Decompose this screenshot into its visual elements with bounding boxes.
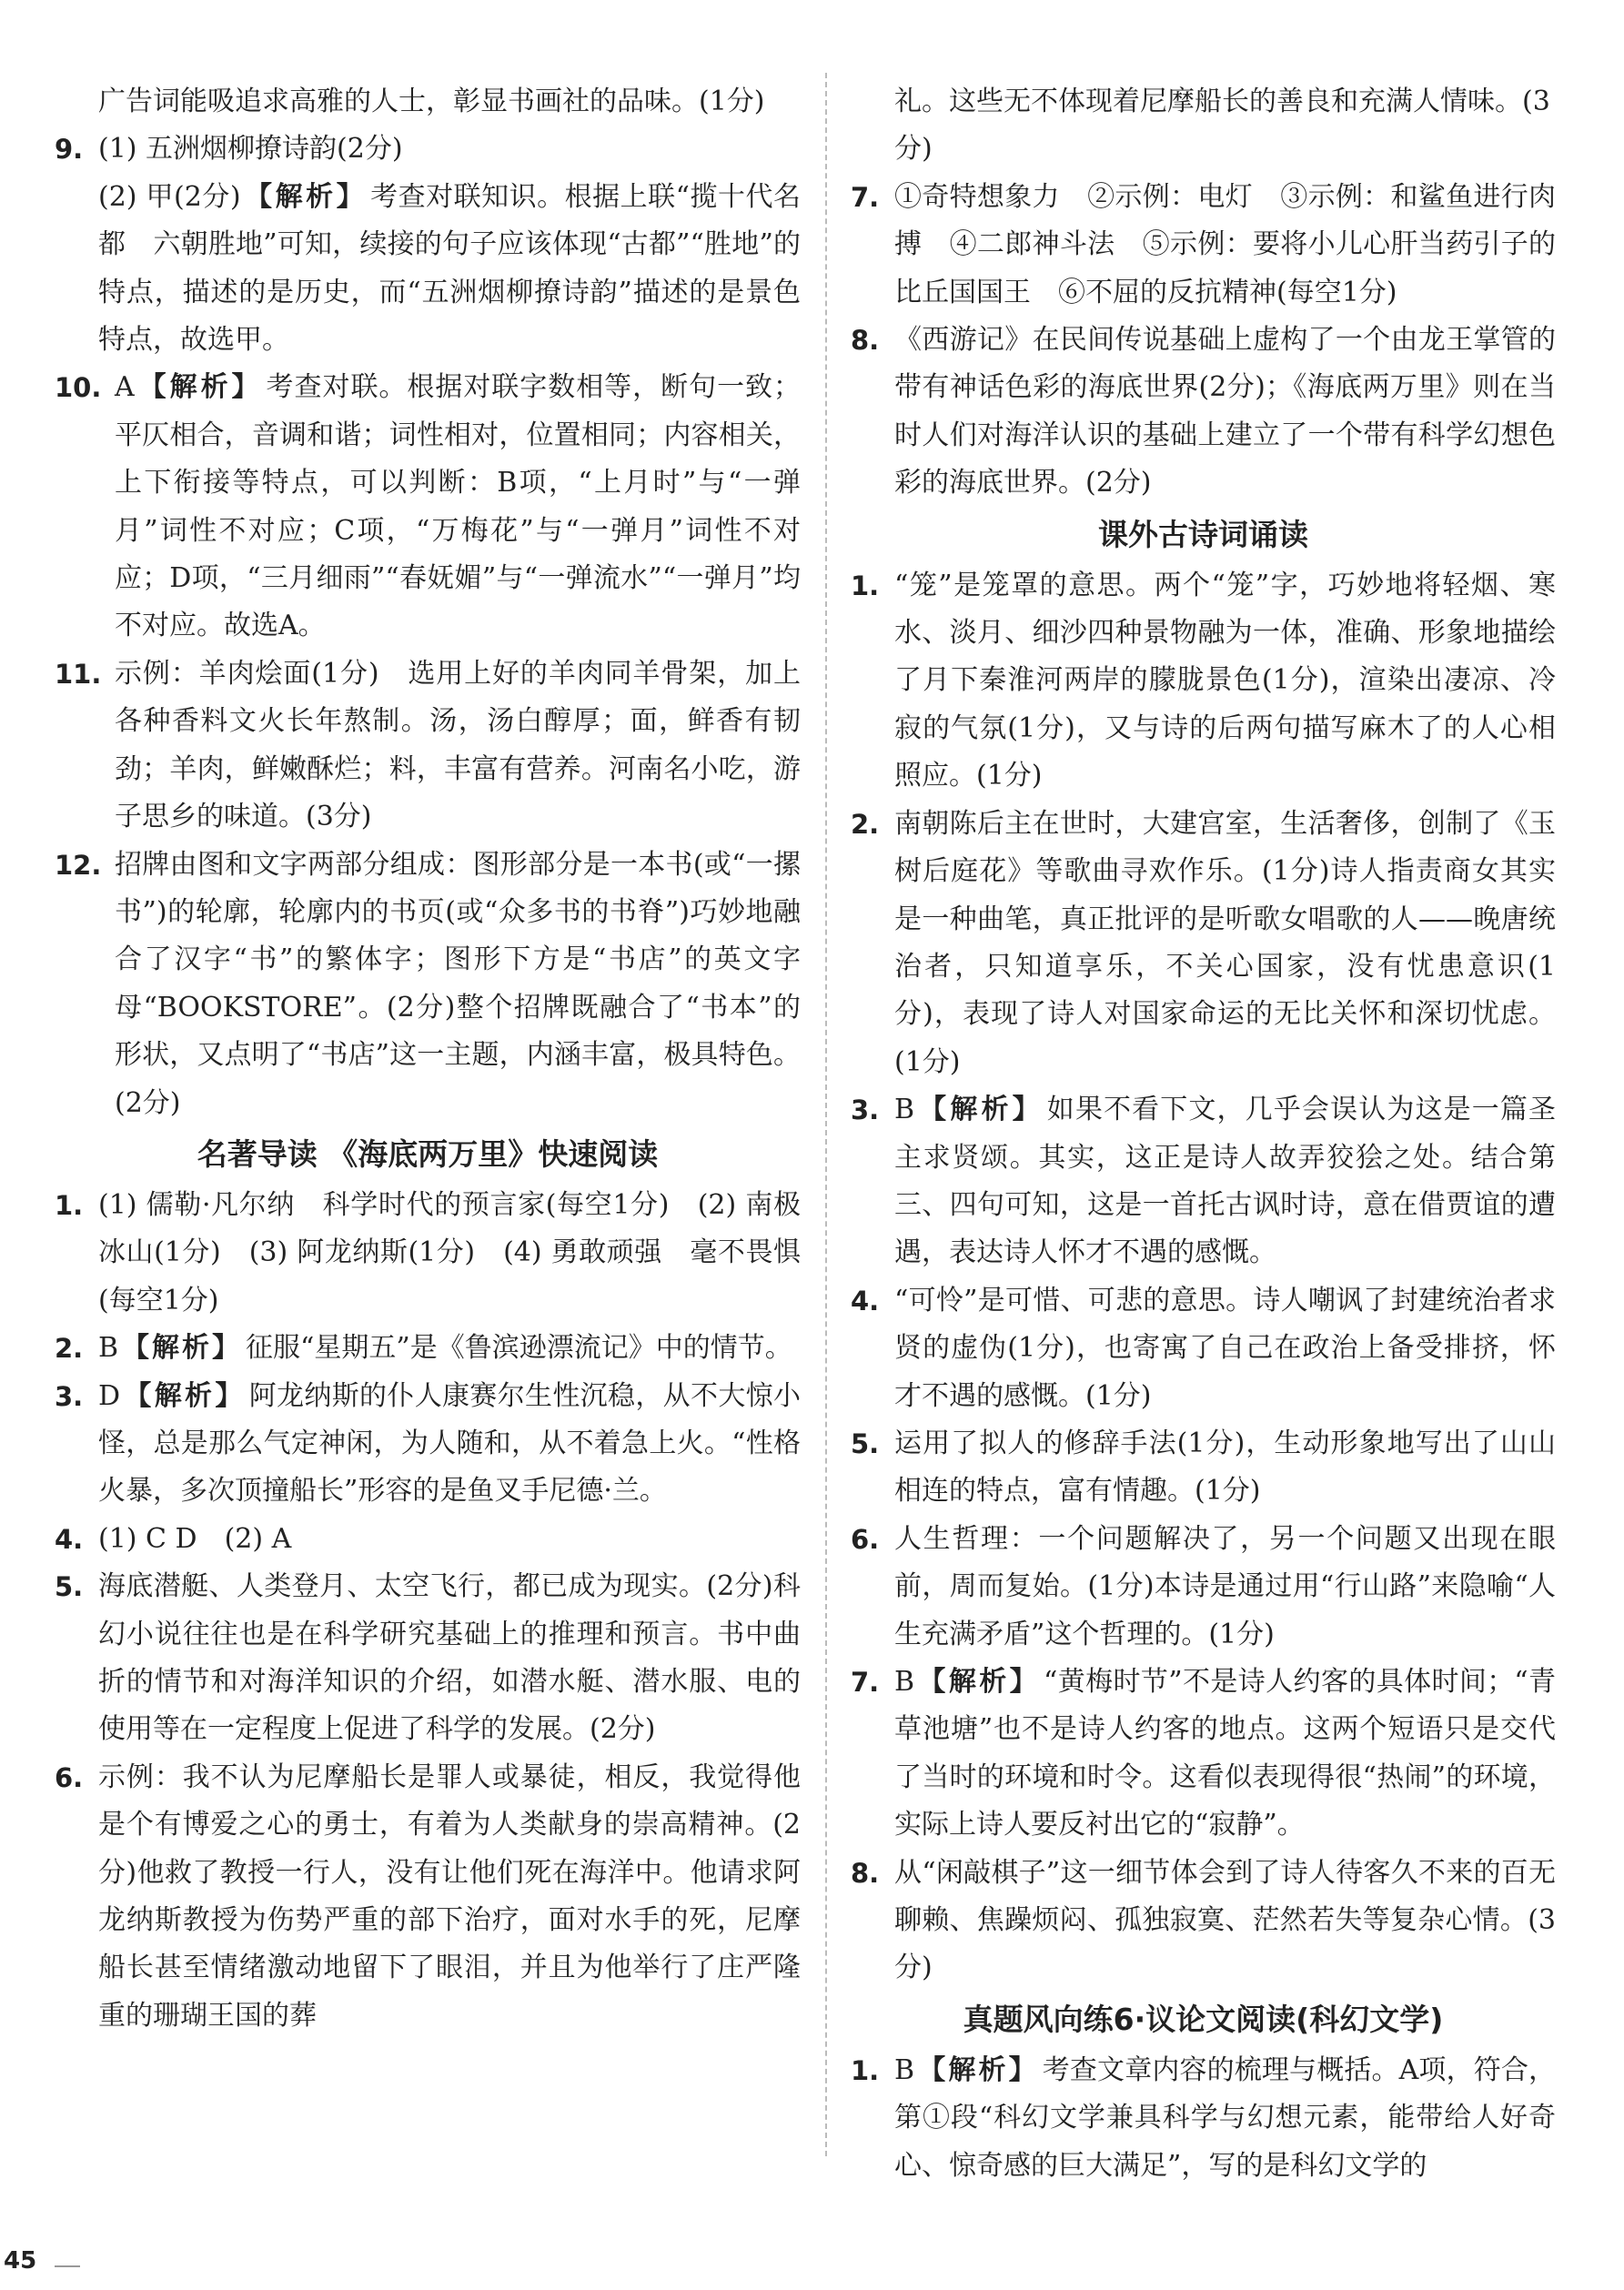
answer-m8 bbox=[851, 317, 1556, 508]
analysis-tag: 【解析】 bbox=[244, 180, 368, 213]
answer-p5 bbox=[851, 1420, 1556, 1516]
analysis-tag: 【解析】 bbox=[918, 1094, 1044, 1126]
analysis-text: 征服“星期五”是《鲁滨逊漂流记》中的情节。 bbox=[246, 1332, 792, 1365]
answer-intro: 广告词能吸追求高雅的人士，彰显书画社的品味。(1分) bbox=[98, 86, 765, 117]
analysis-text: “黄梅时节”不是诗人约客的具体时间；“青草池塘”也不是诗人约客的地点。这两个短语只是交代了当时的环境和时令。这看似表现得很“热闹”的环境，实际上诗人要反衬出它的“寂静”。 bbox=[894, 1666, 1557, 1841]
answer-p2 bbox=[851, 801, 1556, 1086]
answer-p4 bbox=[851, 1277, 1556, 1420]
section-heading: 名著导读 《海底两万里》快速阅读 bbox=[197, 1135, 659, 1172]
answer-number: 6. bbox=[851, 1523, 880, 1555]
answer-number: 4. bbox=[851, 1285, 880, 1316]
answer-p1 bbox=[851, 562, 1556, 801]
answer-p7 bbox=[851, 1659, 1556, 1850]
answer-choice: B bbox=[894, 1666, 915, 1698]
page-number: 45 bbox=[4, 2247, 37, 2275]
answer-number: 2. bbox=[55, 1333, 84, 1365]
answer-text: ①奇特想象力 ②示例：电灯 ③示例：和鲨鱼进行肉搏 ④二郎神斗法 ⑤示例：要将小儿心肝当药引子的比丘国国王 ⑥不屈的反抗精神(每空1分) bbox=[894, 180, 1556, 308]
answer-m5 bbox=[55, 1563, 801, 1754]
answer-number: 7. bbox=[851, 1667, 880, 1698]
answer-number: 1. bbox=[851, 570, 880, 601]
answer-p8 bbox=[851, 1850, 1556, 1992]
answer-11 bbox=[55, 651, 801, 842]
answer-number: 5. bbox=[851, 1427, 880, 1459]
answer-m6-continued: 礼。这些无不体现着尼摩船长的善良和充满人情味。(3分) bbox=[894, 86, 1550, 166]
answer-text: (1) C D (2) A bbox=[98, 1522, 292, 1555]
answer-number: 6. bbox=[55, 1761, 84, 1793]
answer-m6 bbox=[55, 1754, 801, 2040]
answer-number: 5. bbox=[55, 1571, 84, 1603]
answer-text: 人生哲理：一个问题解决了，另一个问题又出现在眼前，周而复始。(1分)本诗是通过用“行山路”来隐喻“人生充满矛盾”这个哲理的。(1分) bbox=[894, 1522, 1556, 1650]
analysis-tag: 【解析】 bbox=[918, 1666, 1040, 1698]
answer-10 bbox=[55, 364, 801, 650]
analysis-tag: 【解析】 bbox=[122, 1332, 243, 1365]
answer-number: 1. bbox=[851, 2054, 880, 2086]
answer-number: 10. bbox=[55, 372, 102, 404]
analysis-text: 考查对联。根据对联字数相等，断句一致；平仄相合，音调和谐；词性相对，位置相同；内容相关，上下衔接等特点，可以判断：B项，“上月时”与“一弹月”词性不对应；C项，“万梅花”与“一弹月”词性不对应；D项，“三月细雨”“春妩媚”与“一弹流水”“一弹月”均不对应。故选A。 bbox=[115, 371, 802, 642]
answer-text: (2) 甲(2分) bbox=[98, 180, 241, 213]
answer-m4 bbox=[55, 1516, 801, 1563]
section-heading: 真题风向练6·议论文阅读(科幻文学) bbox=[963, 2001, 1444, 2037]
answer-number: 1. bbox=[55, 1189, 84, 1221]
analysis-text: 考查文章内容的梳理与概括。A项，符合，第①段“科幻文学兼具科学与幻想元素，能带给人好奇心、惊奇感的巨大满足”，写的是科幻文学的 bbox=[894, 2053, 1556, 2182]
answer-number: 8. bbox=[851, 325, 880, 357]
answer-text: 招牌由图和文字两部分组成：图形部分是一本书(或“一摞书”)的轮廓，轮廓内的书页(或“众多书的书脊”)巧妙地融合了汉字“书”的繁体字；图形下方是“书店”的英文字母“BOOKSTORE”。(2分)整个招牌既融合了“书本”的形状，又点明了“书店”这一主题，内涵丰富，极具特色。(2分) bbox=[115, 848, 801, 1119]
answer-text: 《西游记》在民间传说基础上虚构了一个由龙王掌管的带有神话色彩的海底世界(2分)；《海底两万里》则在当时人们对海洋认识的基础上建立了一个带有科学幻想色彩的海底世界。(2分) bbox=[894, 324, 1556, 499]
answer-choice: B bbox=[894, 1094, 915, 1126]
answer-12 bbox=[55, 842, 801, 1127]
column-divider bbox=[825, 73, 827, 2156]
answer-text: (1) 儒勒·凡尔纳 科学时代的预言家(每空1分) (2) 南极冰山(1分) (3) 阿龙纳斯(1分) (4) 勇敢顽强 毫不畏惧(每空1分) bbox=[98, 1188, 801, 1316]
answer-choice: A bbox=[115, 371, 135, 404]
answer-text: 示例：我不认为尼摩船长是罪人或暴徒，相反，我觉得他是个有博爱之心的勇士，有着为人类献身的崇高精神。(2分)他救了教授一行人，没有让他们死在海洋中。他请求阿龙纳斯教授为伤势严重的部下治疗，面对水手的死，尼摩船长甚至情绪激动地留下了眼泪，并且为他举行了庄严隆重的珊瑚王国的葬 bbox=[98, 1760, 801, 2032]
answer-p6 bbox=[851, 1516, 1556, 1659]
answer-choice: D bbox=[98, 1379, 121, 1412]
right-column bbox=[851, 78, 1556, 2190]
answer-choice: B bbox=[98, 1332, 119, 1365]
answer-number: 11. bbox=[55, 658, 102, 690]
answer-text: “笼”是笼罩的意思。两个“笼”字，巧妙地将轻烟、寒水、淡月、细沙四种景物融为一体，准确、形象地描绘了月下秦淮河两岸的朦胧景色(1分)，渲染出凄凉、冷寂的气氛(1分)，又与诗的后两句描写麻木了的人心相照应。(1分) bbox=[894, 569, 1556, 792]
answer-number: 9. bbox=[55, 134, 84, 166]
analysis-text: 如果不看下文，几乎会误认为这是一篇圣主求贤颂。其实，这正是诗人故弄狡狯之处。结合第三、四句可知，这是一首托古讽时诗，意在借贾谊的遭遇，表达诗人怀才不遇的感慨。 bbox=[894, 1094, 1557, 1269]
answer-number: 2. bbox=[851, 808, 880, 840]
answer-text: 从“闲敲棋子”这一细节体会到了诗人待客久不来的百无聊赖、焦躁烦闷、孤独寂寞、茫然若失等复杂心情。(3分) bbox=[894, 1856, 1556, 1984]
answer-m2 bbox=[55, 1325, 801, 1372]
answer-9 bbox=[55, 126, 801, 364]
analysis-tag: 【解析】 bbox=[918, 2053, 1039, 2086]
answer-number: 3. bbox=[851, 1095, 880, 1126]
answer-number: 4. bbox=[55, 1523, 84, 1555]
left-column bbox=[55, 78, 801, 2040]
answer-number: 3. bbox=[55, 1380, 84, 1412]
analysis-text: 阿龙纳斯的仆人康赛尔生性沉稳，从不大惊小怪，总是那么气定神闲，为人随和，从不着急上火。“性格火暴，多次顶撞船长”形容的是鱼叉手尼德·兰。 bbox=[98, 1379, 802, 1508]
answer-m1 bbox=[55, 1182, 801, 1325]
analysis-tag: 【解析】 bbox=[137, 371, 263, 404]
answer-m3 bbox=[55, 1373, 801, 1516]
answer-text: 示例：羊肉烩面(1分) 选用上好的羊肉同羊骨架，加上各种香料文火长年熬制。汤，汤白醇厚；面，鲜香有韧劲；羊肉，鲜嫩酥烂；料，丰富有营养。河南名小吃，游子思乡的味道。(3分) bbox=[115, 657, 801, 833]
answer-number: 8. bbox=[851, 1857, 880, 1889]
analysis-tag: 【解析】 bbox=[124, 1379, 246, 1412]
section-heading: 课外古诗词诵读 bbox=[1098, 516, 1308, 552]
page-number-rule bbox=[55, 2265, 80, 2267]
answer-text: (1) 五洲烟柳撩诗韵(2分) bbox=[98, 133, 403, 166]
answer-text: 南朝陈后主在世时，大建宫室，生活奢侈，创制了《玉树后庭花》等歌曲寻欢作乐。(1分)诗人指责商女其实是一种曲笔，真正批评的是听歌女唱歌的人——晚唐统治者，只知道享乐，不关心国家，没有忧患意识(1分)，表现了诗人对国家命运的无比关怀和深切忧虑。(1分) bbox=[894, 807, 1556, 1078]
answer-choice: B bbox=[894, 2053, 915, 2086]
answer-text: 海底潜艇、人类登月、太空飞行，都已成为现实。(2分)科幻小说往往也是在科学研究基础上的推理和预言。书中曲折的情节和对海洋知识的介绍，如潜水艇、潜水服、电的使用等在一定程度上促进了科学的发展。(2分) bbox=[98, 1570, 801, 1746]
answer-number: 12. bbox=[55, 849, 102, 881]
answer-text: 运用了拟人的修辞手法(1分)，生动形象地写出了山山相连的特点，富有情趣。(1分) bbox=[894, 1427, 1556, 1508]
answer-p3 bbox=[851, 1086, 1556, 1277]
answer-z1 bbox=[851, 2047, 1556, 2190]
answer-text: “可怜”是可惜、可悲的意思。诗人嘲讽了封建统治者求贤的虚伪(1分)，也寄寓了自己在政治上备受排挤，怀才不遇的感慨。(1分) bbox=[894, 1284, 1556, 1412]
analysis-text: 考查对联知识。根据上联“揽十代名都 六朝胜地”可知，续接的句子应该体现“古都”“胜地”的特点，描述的是历史，而“五洲烟柳撩诗韵”描述的是景色特点，故选甲。 bbox=[98, 180, 802, 357]
answer-m7 bbox=[851, 174, 1556, 317]
answer-number: 7. bbox=[851, 181, 880, 213]
